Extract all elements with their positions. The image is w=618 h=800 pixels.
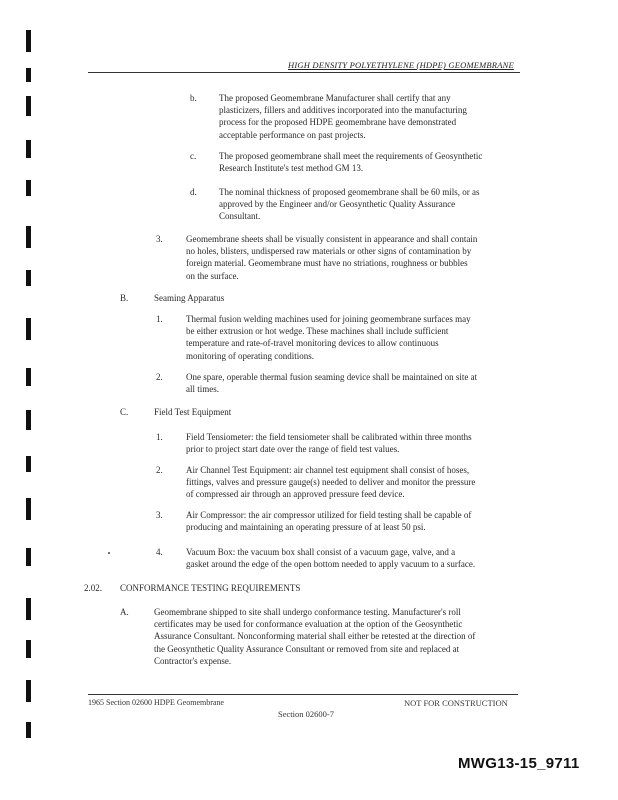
item-label: 4.	[156, 547, 163, 557]
scan-mark	[26, 722, 31, 738]
item-text: One spare, operable thermal fusion seaming device shall be maintained on site at all times.	[186, 372, 478, 395]
scan-dot	[108, 552, 110, 554]
item-text: Geomembrane shipped to site shall undergo conformance testing. Manufacturer's roll certificates may be used for conformance evaluation at the option of the Geosynthetic Assurance Consultant. Nonconforming material shall either be retested at the direction of the Geosynthetic Quality Assurance Consultant or removed from site and replaced at Contractor's expense.	[154, 607, 476, 666]
section-heading: Seaming Apparatus	[154, 293, 225, 303]
item-label: 1.	[156, 314, 163, 324]
document-stamp: MWG13-15_9711	[458, 755, 580, 772]
scan-mark	[26, 30, 31, 52]
item-text: Geomembrane sheets shall be visually consistent in appearance and shall contain no holes, blisters, undispersed raw materials or other signs of contamination by foreign material. Geomembrane must have no striations, roughness or bubbles on the surface.	[186, 234, 478, 281]
scan-mark	[26, 640, 31, 658]
item-text: The nominal thickness of proposed geomembrane shall be 60 mils, or as approved by the Engineer and/or Geosynthetic Quality Assurance Consultant.	[219, 187, 480, 222]
item-text: Air Channel Test Equipment: air channel test equipment shall consist of hoses, fittings, valves and pressure gauge(s) needed to deliver and monitor the pressure of compressed air through an approved pressure feed device.	[186, 465, 476, 500]
footer-left: 1965 Section 02600 HDPE Geomembrane	[88, 698, 224, 707]
item-label: 3.	[156, 510, 163, 520]
item-label: 2.	[156, 372, 163, 382]
item-label: d.	[190, 187, 197, 197]
footer-page-number: Section 02600-7	[278, 709, 334, 719]
item-label: 3.	[156, 234, 163, 244]
scan-mark	[26, 598, 31, 620]
item-label: A.	[120, 607, 129, 617]
item-text: The proposed geomembrane shall meet the requirements of Geosynthetic Research Institute's test method GM 13.	[219, 151, 483, 174]
scan-mark	[26, 456, 31, 472]
scan-mark	[26, 180, 31, 196]
header-title: HIGH DENSITY POLYETHYLENE (HDPE) GEOMEMBRANE	[288, 60, 514, 70]
item-text: Thermal fusion welding machines used for joining geomembrane surfaces may be either extrusion or hot wedge. These machines shall include sufficient temperature and rate-of-travel monitoring devices to allow continuous monitoring of operating conditions.	[186, 314, 471, 361]
section-label: B.	[120, 293, 129, 303]
footer-rule	[88, 694, 518, 695]
scan-mark	[26, 270, 31, 286]
scan-mark	[26, 318, 31, 340]
item-text: Field Tensiometer: the field tensiometer shall be calibrated within three months prior to project start date over the range of field test values.	[186, 432, 472, 455]
scan-mark	[26, 498, 31, 520]
item-text: Vacuum Box: the vacuum box shall consist of a vacuum gage, valve, and a gasket around the edge of the open bottom needed to apply vacuum to a surface.	[186, 547, 476, 570]
scan-mark	[26, 548, 31, 566]
item-label: b.	[190, 93, 197, 103]
footer-right: NOT FOR CONSTRUCTION	[404, 698, 508, 708]
scan-mark	[26, 226, 31, 248]
scan-mark	[26, 96, 31, 116]
section-label: C.	[120, 407, 129, 417]
section-heading: CONFORMANCE TESTING REQUIREMENTS	[120, 583, 301, 593]
scan-mark	[26, 680, 31, 702]
item-label: 2.	[156, 465, 163, 475]
item-text: The proposed Geomembrane Manufacturer shall certify that any plasticizers, fillers and additives incorporated into the manufacturing process for the proposed HDPE geomembrane have demonstrated acceptable performance on past projects.	[219, 93, 467, 140]
item-text: Air Compressor: the air compressor utilized for field testing shall be capable of producing and maintaining an operating pressure of at least 50 psi.	[186, 510, 472, 533]
section-heading: Field Test Equipment	[154, 407, 232, 417]
section-number: 2.02.	[84, 583, 102, 593]
header-rule	[88, 72, 520, 73]
item-label: 1.	[156, 432, 163, 442]
item-label: c.	[190, 151, 197, 161]
scan-mark	[26, 140, 31, 158]
scan-mark	[26, 410, 31, 430]
scan-mark	[26, 368, 31, 386]
scan-mark	[26, 68, 31, 82]
